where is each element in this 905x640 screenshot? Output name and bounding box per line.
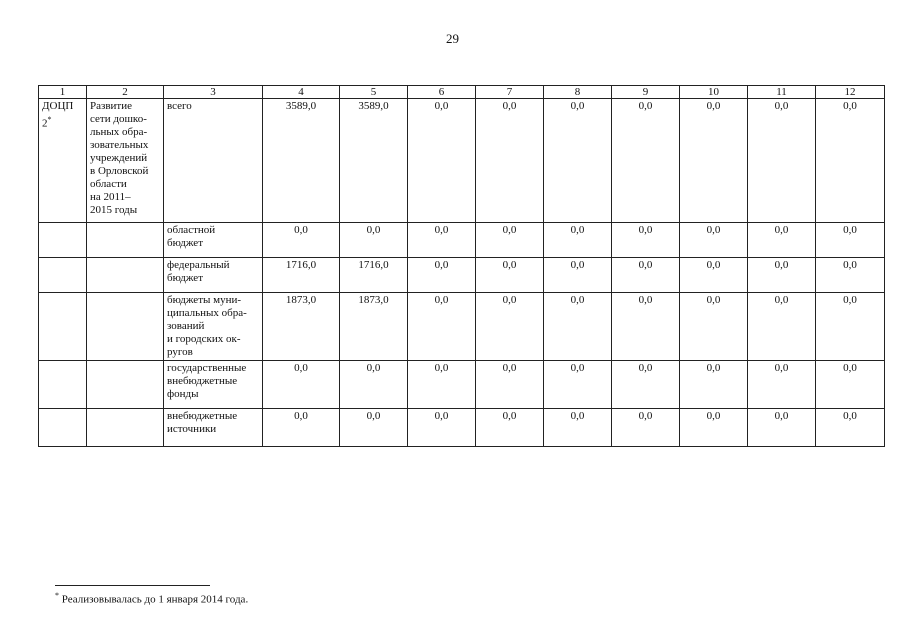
value-cell: 0,0: [612, 409, 680, 447]
value-cell: 0,0: [476, 223, 544, 258]
column-number-row: [39, 86, 885, 99]
column-number: 1: [39, 86, 87, 99]
value-cell: 0,0: [748, 409, 816, 447]
value-cell: 0,0: [544, 258, 612, 293]
value-cell: 1716,0: [263, 258, 340, 293]
value-cell: 0,0: [612, 223, 680, 258]
footnote: [55, 591, 248, 606]
value-cell: 0,0: [680, 258, 748, 293]
empty-cell: [39, 293, 87, 361]
footnote-mark: *: [55, 591, 59, 600]
value-cell: 0,0: [612, 293, 680, 361]
funding-source: всего: [164, 99, 263, 223]
value-cell: 0,0: [263, 223, 340, 258]
table-row-municipal-budgets: [39, 293, 885, 361]
column-number: 5: [340, 86, 408, 99]
value-cell: 3589,0: [340, 99, 408, 223]
value-cell: 0,0: [748, 258, 816, 293]
value-cell: 0,0: [340, 361, 408, 409]
funding-source: бюджеты муни- ципальных обра- зований и городских ок- ругов: [164, 293, 263, 361]
column-number: 6: [408, 86, 476, 99]
empty-cell: [39, 258, 87, 293]
value-cell: 1873,0: [263, 293, 340, 361]
column-number: 8: [544, 86, 612, 99]
column-number: 2: [87, 86, 164, 99]
footnote-text: Реализовывалась до 1 января 2014 года.: [59, 593, 249, 606]
empty-cell: [87, 223, 164, 258]
value-cell: 0,0: [612, 258, 680, 293]
table-row-total: [39, 99, 885, 223]
empty-cell: [39, 361, 87, 409]
empty-cell: [39, 223, 87, 258]
value-cell: 0,0: [748, 99, 816, 223]
value-cell: 0,0: [408, 223, 476, 258]
table-row-extrabudgetary: [39, 409, 885, 447]
value-cell: 0,0: [340, 409, 408, 447]
funding-source: государственные внебюджетные фонды: [164, 361, 263, 409]
value-cell: 0,0: [816, 258, 885, 293]
value-cell: 0,0: [476, 409, 544, 447]
funding-source: областной бюджет: [164, 223, 263, 258]
column-number: 3: [164, 86, 263, 99]
column-number: 7: [476, 86, 544, 99]
value-cell: 0,0: [816, 409, 885, 447]
funding-source: внебюджетные источники: [164, 409, 263, 447]
program-code-cell: [39, 99, 87, 223]
column-number: 4: [263, 86, 340, 99]
column-number: 11: [748, 86, 816, 99]
value-cell: 0,0: [680, 409, 748, 447]
value-cell: 0,0: [612, 99, 680, 223]
value-cell: 0,0: [408, 361, 476, 409]
value-cell: 0,0: [476, 293, 544, 361]
value-cell: 0,0: [680, 99, 748, 223]
value-cell: 3589,0: [263, 99, 340, 223]
value-cell: 0,0: [680, 223, 748, 258]
value-cell: 0,0: [748, 361, 816, 409]
value-cell: 0,0: [816, 223, 885, 258]
value-cell: 0,0: [263, 361, 340, 409]
value-cell: 0,0: [476, 361, 544, 409]
column-number: 10: [680, 86, 748, 99]
page-number: 29: [446, 31, 459, 46]
value-cell: 0,0: [340, 223, 408, 258]
footnote-divider: [55, 585, 210, 586]
empty-cell: [87, 258, 164, 293]
column-number: 12: [816, 86, 885, 99]
empty-cell: [87, 361, 164, 409]
value-cell: 0,0: [544, 99, 612, 223]
value-cell: 0,0: [748, 223, 816, 258]
value-cell: 0,0: [408, 99, 476, 223]
empty-cell: [87, 409, 164, 447]
value-cell: 0,0: [680, 361, 748, 409]
value-cell: 0,0: [816, 99, 885, 223]
value-cell: 0,0: [680, 293, 748, 361]
value-cell: 0,0: [544, 223, 612, 258]
value-cell: 0,0: [263, 409, 340, 447]
value-cell: 0,0: [544, 361, 612, 409]
column-number: 9: [612, 86, 680, 99]
value-cell: 0,0: [476, 99, 544, 223]
funding-source: федеральный бюджет: [164, 258, 263, 293]
value-cell: 0,0: [408, 293, 476, 361]
value-cell: 1873,0: [340, 293, 408, 361]
value-cell: 0,0: [408, 258, 476, 293]
table-row-federal-budget: [39, 258, 885, 293]
value-cell: 1716,0: [340, 258, 408, 293]
funding-table: [38, 85, 885, 447]
footnote-marker: *: [47, 115, 52, 124]
table-row-regional-budget: [39, 223, 885, 258]
empty-cell: [87, 293, 164, 361]
table-row-state-funds: [39, 361, 885, 409]
program-title: Развитие сети дошко- льных обра- зовательных учреждений в Орловской области на 2011– 2015 годы: [87, 99, 164, 223]
value-cell: 0,0: [476, 258, 544, 293]
program-code: ДОЦП 2: [42, 100, 74, 130]
value-cell: 0,0: [408, 409, 476, 447]
value-cell: 0,0: [544, 293, 612, 361]
value-cell: 0,0: [612, 361, 680, 409]
value-cell: 0,0: [544, 409, 612, 447]
value-cell: 0,0: [816, 361, 885, 409]
value-cell: 0,0: [816, 293, 885, 361]
empty-cell: [39, 409, 87, 447]
value-cell: 0,0: [748, 293, 816, 361]
